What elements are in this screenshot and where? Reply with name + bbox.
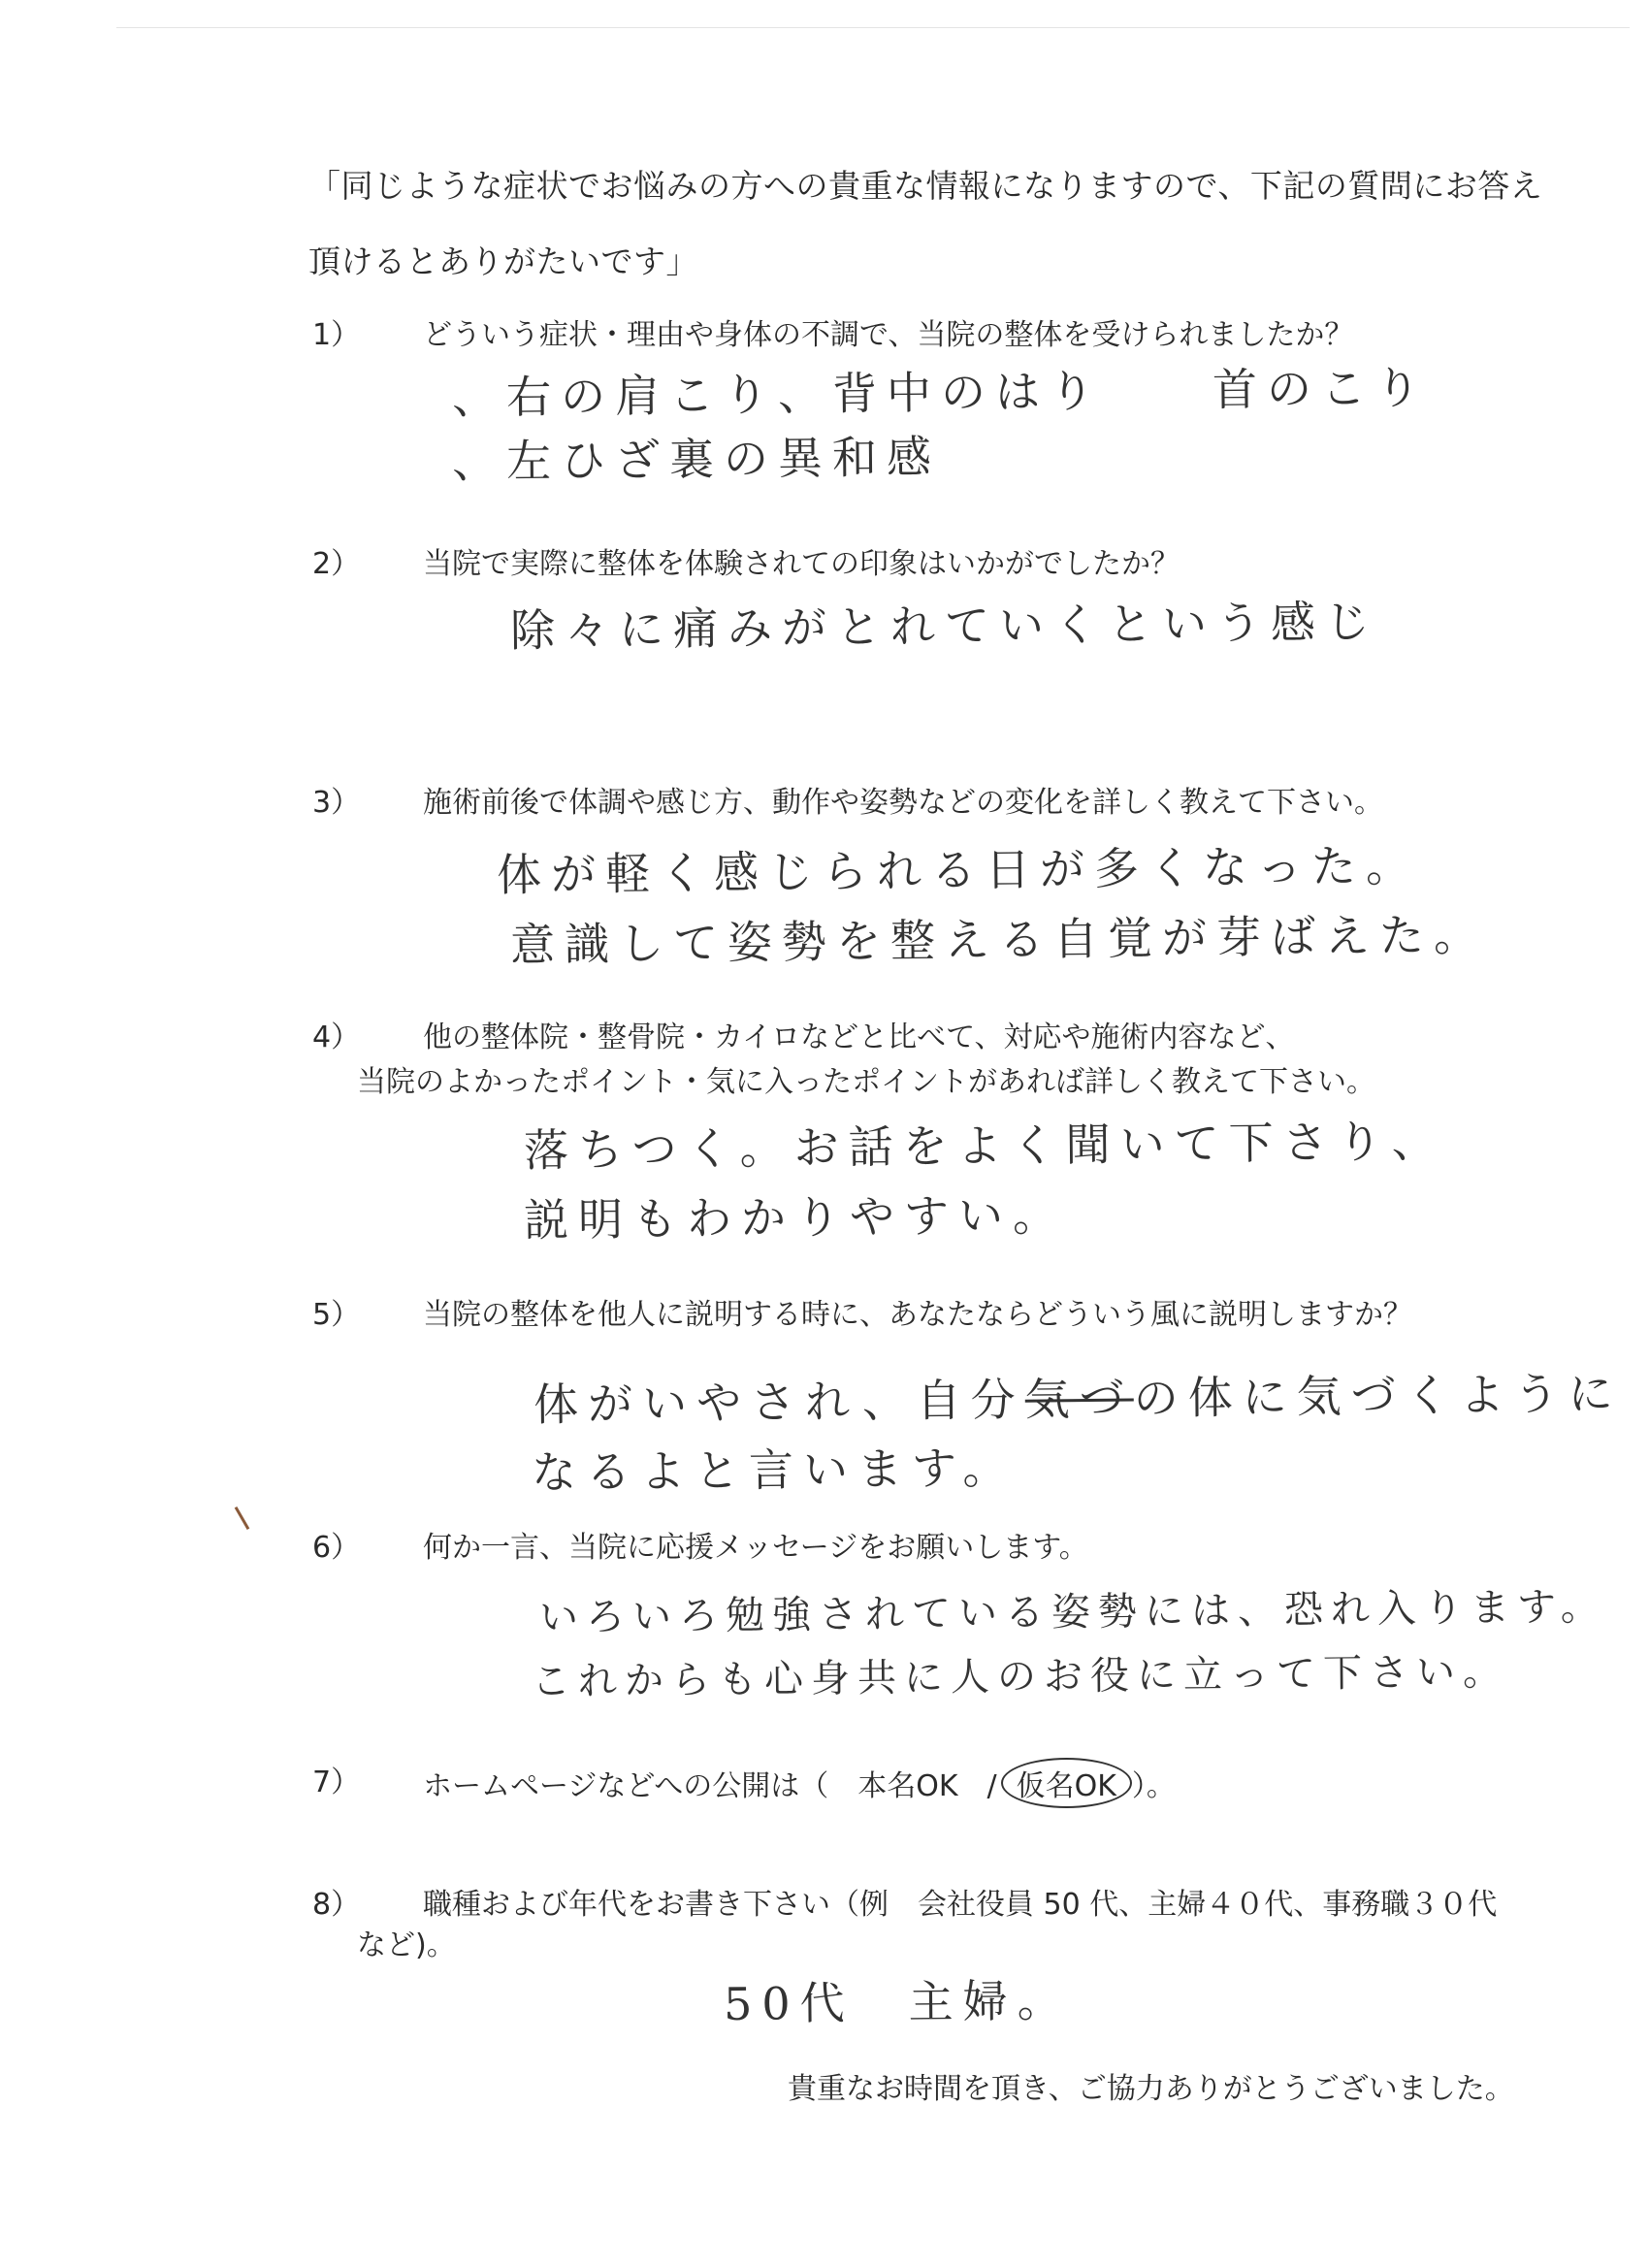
q5-answer-part-a: 体がいやされ、自分 [533,1373,1026,1431]
q3-number: 3） [312,786,361,820]
q8-answer: 50代 主婦。 [723,1974,1072,2030]
q5-answer-part-b: の体に気づくように [1133,1367,1624,1425]
q2-answer: 除々に痛みがとれていくという感じ [509,595,1380,657]
q7-text-main: ホームページなどへの公開は（ 本名OK / [423,1769,997,1803]
q4-number: 4） [312,1021,361,1054]
q5-text: 当院の整体を他人に説明する時に、あなたならどういう風に説明しますか？ [423,1298,1412,1332]
q4-answer-line-2: 説明もわかりやすい。 [523,1188,1068,1247]
q2-text: 当院で実際に整体を体験されての印象はいかがでしたか？ [423,547,1180,581]
q5-number: 5） [312,1298,361,1332]
q6-number: 6） [312,1531,361,1565]
q1-text: どういう症状・理由や身体の不調で、当院の整体を受けられましたか？ [423,318,1354,352]
q1-number: 1） [312,318,361,352]
q5-answer-strikethrough: 気づ [1024,1372,1135,1426]
q1-answer-line-1: 、右の肩こり、背中のはり 首のこり [451,361,1431,424]
q5-answer-line-1 [534,1358,1623,1434]
q7-text-close: ）。 [1131,1769,1176,1803]
q6-answer-line-2: これからも心身共に人のお役に立って下さい。 [531,1649,1510,1704]
q7-number: 7） [312,1766,361,1799]
q7-circled-option: 仮名OK [1001,1758,1132,1808]
q4-answer-line-1: 落ちつく。お話をよく聞いて下さり、 [523,1115,1446,1177]
closing-message: 貴重なお時間を頂き、ご協力ありがとうございました。 [788,2072,1514,2106]
q2-number: 2） [312,547,361,581]
q3-answer-line-1: 体が軽く感じられる日が多くなった。 [496,839,1421,901]
q4-text-line-1: 他の整体院・整骨院・カイロなどと比べて、対応や施術内容など、 [423,1021,1295,1054]
q7-text [423,1758,1176,1808]
q5-answer-line-2: なるよと言います。 [531,1441,1018,1499]
q8-text-line-1: 職種および年代をお書き下さい（例 会社役員 50 代、主婦４０代、事務職３０代 [423,1888,1498,1922]
q6-text: 何か一言、当院に応援メッセージをお願いします。 [423,1531,1088,1565]
q4-text-line-2: 当院のよかったポイント・気に入ったポイントがあれば詳しく教えて下さい。 [357,1065,1375,1099]
q3-answer-line-2: 意識して姿勢を整える自覚が芽ばえた。 [509,908,1489,971]
scan-edge-line [116,27,1630,28]
intro-line-1: 「同じような症状でお悩みの方への貴重な情報になりますので、下記の質問にお答え [308,167,1543,205]
stray-pen-mark [235,1507,250,1530]
q3-text: 施術前後で体調や感じ方、動作や姿勢などの変化を詳しく教えて下さい。 [423,786,1383,820]
intro-line-2: 頂けるとありがたいです」 [308,243,698,280]
q8-number: 8） [312,1888,361,1922]
q1-answer-line-2: 、左ひざ裏の異和感 [451,430,942,488]
q8-text-line-2: など)。 [357,1928,456,1962]
q6-answer-line-1: いろいろ勉強されている姿勢には、恐れ入ります。 [538,1584,1608,1640]
